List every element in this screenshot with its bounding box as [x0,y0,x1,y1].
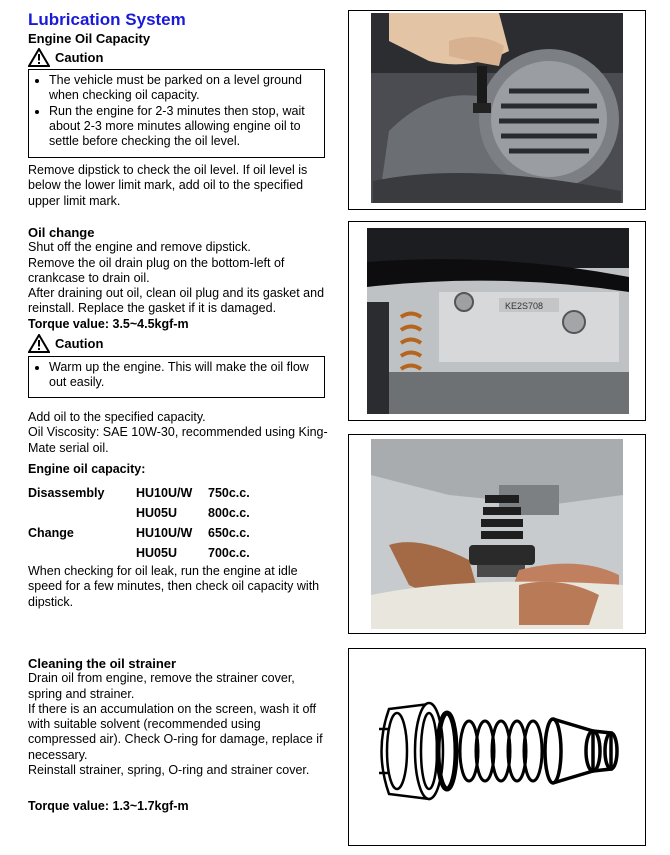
capacity-heading [28,31,328,47]
strainer-line: If there is an accumulation on the screen, wash it off with suitable solvent (recommended using compressed air). Check O-ring for damage, replace if necessary. [28,701,323,762]
strainer-line: Reinstall strainer, spring, O-ring and strainer cover. [28,763,310,778]
capacity-row-model: HU10U/W [136,485,193,500]
capacity-row-model: HU05U [136,545,177,560]
caution-header-1 [28,48,103,67]
capacity-row-value: 650c.c. [208,525,250,540]
strainer-heading: Cleaning the oil strainer [28,656,177,671]
warning-triangle-icon [28,334,50,353]
dipstick-photo-image [349,11,645,209]
oil-plug-hand-photo-image [349,435,645,633]
capacity-row-value: 700c.c. [208,545,250,560]
strainer-block [28,656,328,778]
capacity-row-model: HU05U [136,505,177,520]
capacity-table-heading: Engine oil capacity: [28,462,146,476]
photo-drain-plug [348,221,646,421]
capacity-table [28,462,328,563]
caution-label-2: Caution [55,336,104,351]
oil-change-torque: Torque value: 3.5~4.5kgf-m [28,316,189,331]
drain-plug-photo-image [349,222,645,420]
capacity-row-label: Change [28,525,74,540]
oil-change-block [28,225,328,332]
capacity-row-label: Disassembly [28,485,105,500]
strainer-parts-diagram [349,649,645,845]
strainer-line: Drain oil from engine, remove the strainer cover, spring and strainer. [28,671,295,701]
capacity-row [28,503,328,523]
section-title: Lubrication System [28,10,186,29]
caution-item: • The vehicle must be parked on a level ground when checking oil capacity. [49,73,322,104]
add-oil-line: Oil Viscosity: SAE 10W-30, recommended using King-Mate serial oil. [28,425,328,455]
capacity-heading-text: Engine Oil Capacity [28,31,151,46]
leak-text: When checking for oil leak, run the engine at idle speed for a few minutes, then check oil capacity with dipstick. [28,564,320,609]
photo-stamp: KE2S708 [505,301,544,311]
add-oil-block [28,410,328,456]
caution-box-2 [28,356,325,398]
capacity-row [28,543,328,563]
capacity-text: Remove dipstick to check the oil level. If oil level is below the lower limit mark, add oil to the specified upper limit mark. [28,163,308,208]
caution-item: • Run the engine for 2-3 minutes then stop, wait about 2-3 more minutes allowing engine oil to settle before checking the oil level. [49,104,322,150]
capacity-row-value: 750c.c. [208,485,250,500]
caution-box-1 [28,69,325,158]
strainer-torque: Torque value: 1.3~1.7kgf-m [28,799,189,813]
caution-header-2 [28,334,103,353]
capacity-row-model: HU10U/W [136,525,193,540]
oil-change-heading: Oil change [28,225,95,240]
oil-change-line: After draining out oil, clean oil plug and its gasket and reinstall. Replace the gasket if it is damaged. [28,286,325,316]
add-oil-line: Add oil to the specified capacity. [28,410,206,424]
photo-dipstick [348,10,646,210]
caution-item: • Warm up the engine. This will make the oil flow out easily. [49,360,322,391]
caution-label-1: Caution [55,50,104,65]
oil-change-line: Shut off the engine and remove dipstick. [28,240,251,255]
capacity-row-value: 800c.c. [208,505,250,520]
capacity-row [28,523,328,543]
oil-change-line: Remove the oil drain plug on the bottom-left of crankcase to drain oil. [28,255,285,285]
photo-oil-plug-hand [348,434,646,634]
warning-triangle-icon [28,48,50,67]
photo-strainer-diagram [348,648,646,846]
capacity-row [28,483,328,503]
